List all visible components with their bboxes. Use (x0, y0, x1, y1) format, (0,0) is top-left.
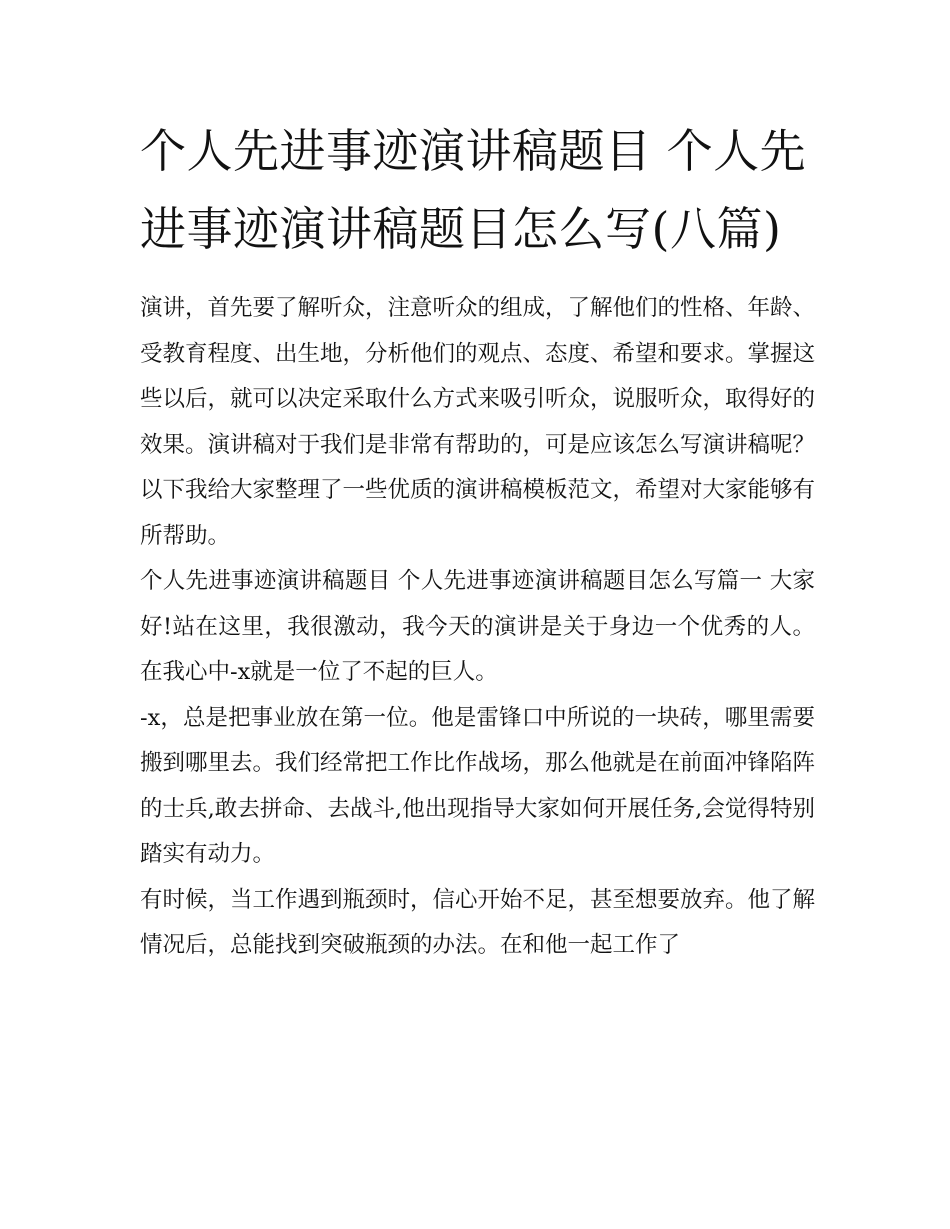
paragraph-section-one: 个人先进事迹演讲稿题目 个人先进事迹演讲稿题目怎么写篇一 大家好!站在这里，我很激动，我今天的演讲是关于身边一个优秀的人。在我心中-x就是一位了不起的巨人。 (140, 568, 815, 685)
paragraph-bottleneck: 有时候，当工作遇到瓶颈时，信心开始不足，甚至想要放弃。他了解情况后，总能找到突破瓶颈的办法。在和他一起工作了 (140, 886, 816, 958)
document-body (140, 286, 815, 969)
document-page (140, 112, 815, 969)
document-title: 个人先进事迹演讲稿题目 个人先进事迹演讲稿题目怎么写(八篇) (140, 124, 807, 256)
paragraph-intro: 演讲，首先要了解听众，注意听众的组成，了解他们的性格、年龄、受教育程度、出生地，分析他们的观点、态度、希望和要求。掌握这些以后，就可以决定采取什么方式来吸引听众，说服听众，取得好的效果。演讲稿对于我们是非常有帮助的，可是应该怎么写演讲稿呢？以下我给大家整理了一些优质的演讲稿模板范文，希望对大家能够有所帮助。 (140, 295, 816, 549)
paragraph-dedication: -x，总是把事业放在第一位。他是雷锋口中所说的一块砖，哪里需要搬到哪里去。我们经常把工作比作战场，那么他就是在前面冲锋陷阵的士兵,敢去拼命、去战斗,他出现指导大家如何开展任务,会觉得特别踏实有动力。 (140, 704, 816, 867)
